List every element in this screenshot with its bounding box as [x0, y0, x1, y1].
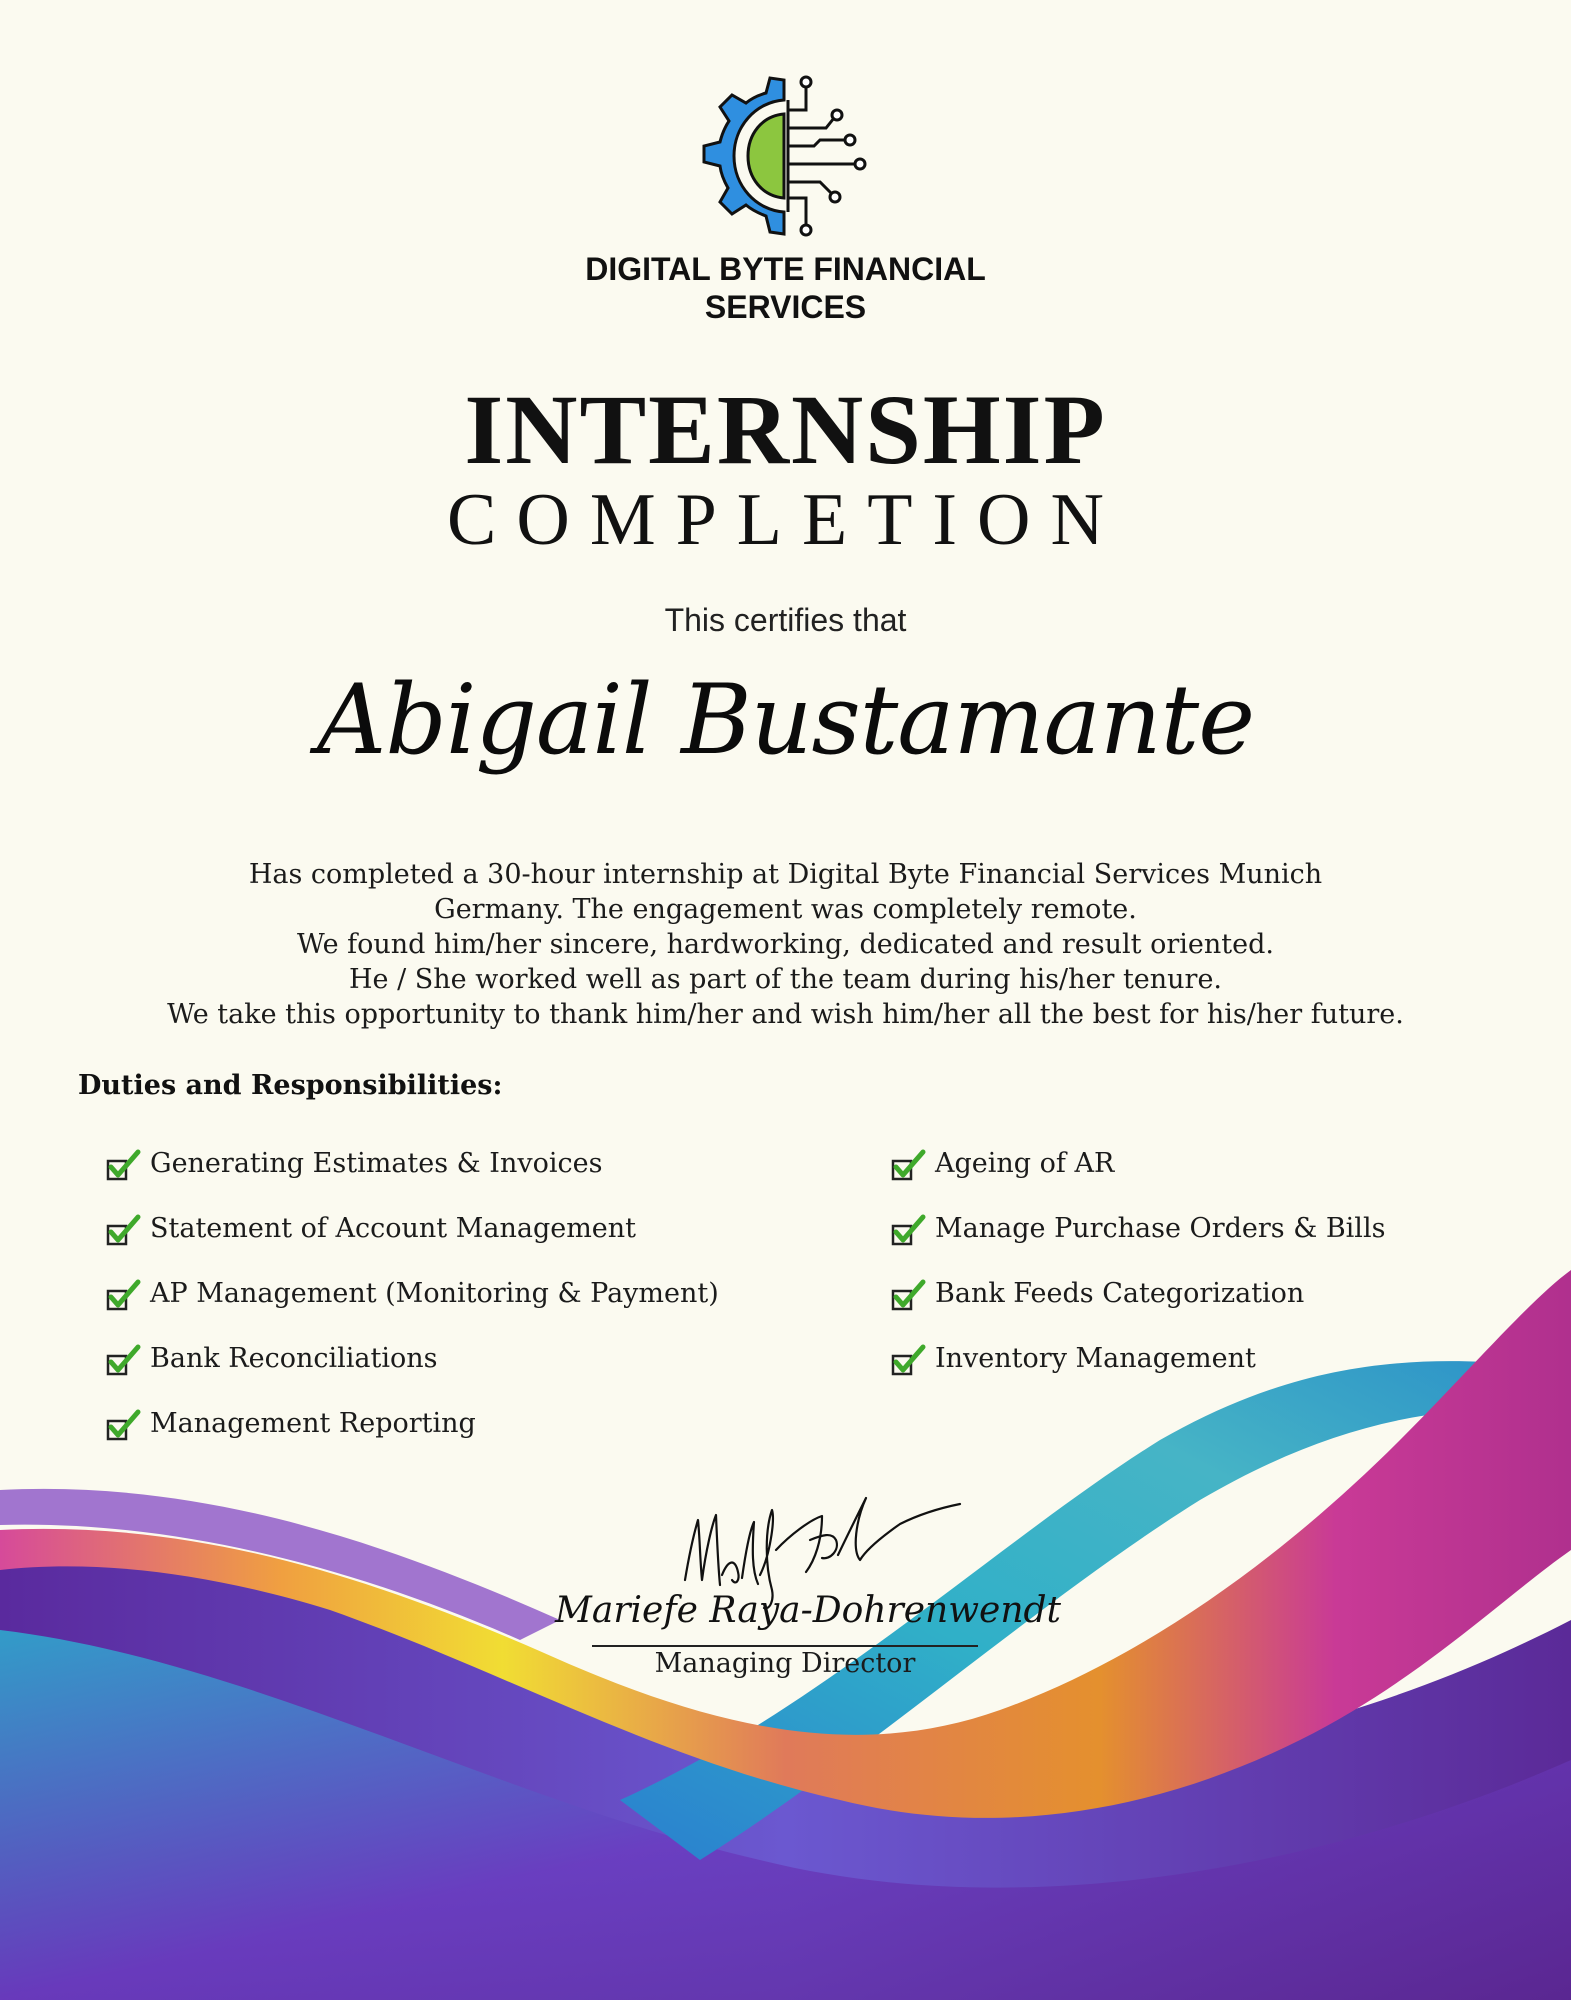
- green-checkbox-icon: [890, 1214, 926, 1248]
- body-line: Germany. The engagement was completely remote.: [434, 894, 1137, 925]
- certificate-title: INTERNSHIP: [464, 374, 1107, 485]
- green-checkbox-icon: [105, 1409, 141, 1443]
- recipient-name: Abigail Bustamante: [316, 664, 1255, 776]
- green-checkbox-icon: [105, 1344, 141, 1378]
- green-checkbox-icon: [105, 1149, 141, 1183]
- body-line: We take this opportunity to thank him/her and wish him/her all the best for his/her future.: [167, 999, 1404, 1030]
- duty-label: Bank Reconciliations: [150, 1343, 438, 1374]
- body-line: He / She worked well as part of the team during his/her tenure.: [348, 964, 1223, 995]
- duty-label: Statement of Account Management: [150, 1213, 637, 1244]
- duty-label: Bank Feeds Categorization: [935, 1278, 1305, 1309]
- body-line: We found him/her sincere, hardworking, dedicated and result oriented.: [297, 929, 1274, 960]
- green-checkbox-icon: [890, 1344, 926, 1378]
- green-checkbox-icon: [890, 1279, 926, 1313]
- company-name-line2: SERVICES: [704, 289, 867, 325]
- company-logo: [0, 70, 1571, 250]
- duty-label: Management Reporting: [150, 1408, 476, 1439]
- signatory-name: Mariefe Raya-Dohrenwendt: [555, 1590, 1062, 1631]
- duty-label: Generating Estimates & Invoices: [150, 1148, 603, 1179]
- certifies-text: This certifies that: [664, 602, 907, 638]
- duty-label: Manage Purchase Orders & Bills: [935, 1213, 1386, 1244]
- certificate-body: [40, 857, 1531, 1032]
- gear-circuit-icon: [696, 70, 876, 250]
- duty-label: Ageing of AR: [935, 1148, 1115, 1179]
- duties-heading: Duties and Responsibilities:: [78, 1070, 503, 1101]
- green-checkbox-icon: [105, 1279, 141, 1313]
- green-checkbox-icon: [890, 1149, 926, 1183]
- signatory-title: Managing Director: [654, 1648, 916, 1679]
- green-checkbox-icon: [105, 1214, 141, 1248]
- certificate-subtitle: COMPLETION: [447, 479, 1124, 561]
- company-name: [0, 250, 1571, 326]
- duty-label: Inventory Management: [935, 1343, 1256, 1374]
- company-name-line1: DIGITAL BYTE FINANCIAL: [585, 251, 986, 287]
- signature-line: [592, 1645, 978, 1647]
- duty-label: AP Management (Monitoring & Payment): [150, 1278, 719, 1309]
- body-line: Has completed a 30-hour internship at Digital Byte Financial Services Munich: [248, 859, 1323, 890]
